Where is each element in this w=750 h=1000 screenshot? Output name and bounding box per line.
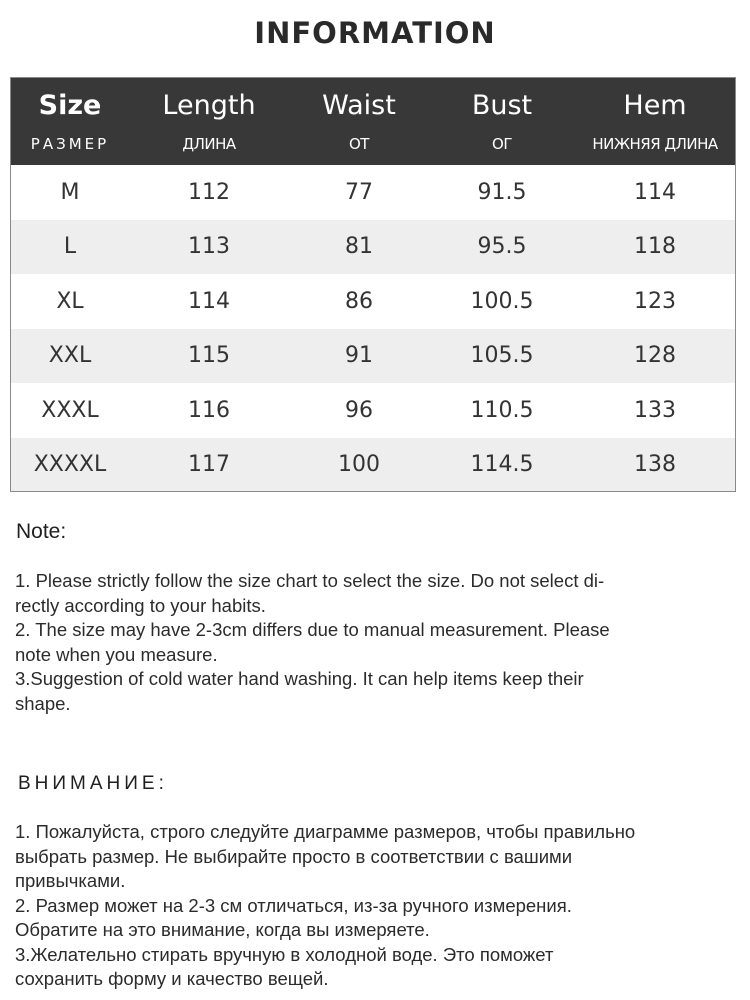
header-label: Waist — [322, 90, 396, 121]
cell-waist: 81 — [345, 234, 373, 260]
header-size — [11, 78, 129, 165]
cell-waist: 86 — [345, 288, 373, 314]
table-row — [11, 165, 735, 220]
cell-waist: 100 — [338, 452, 380, 478]
table-row — [11, 274, 735, 329]
cell-hem: 114 — [634, 179, 676, 205]
cell-hem: 128 — [634, 343, 676, 369]
header-label: Bust — [471, 90, 533, 121]
note-heading-ru: ВНИМАНИЕ: — [18, 773, 168, 794]
cell-bust: 110.5 — [470, 397, 534, 423]
cell-bust: 95.5 — [477, 234, 527, 260]
cell-hem: 123 — [634, 288, 676, 314]
header-label: Size — [38, 90, 102, 121]
cell-bust: 100.5 — [470, 288, 534, 314]
cell-length: 116 — [188, 397, 230, 423]
header-label: Hem — [623, 90, 687, 121]
header-sublabel: ОТ — [349, 135, 369, 153]
header-label: Length — [162, 90, 256, 121]
cell-length: 117 — [188, 452, 230, 478]
cell-size: XXL — [48, 343, 92, 369]
cell-length: 113 — [188, 234, 230, 260]
cell-bust: 105.5 — [470, 343, 534, 369]
cell-size: XXXL — [41, 397, 99, 423]
header-sublabel: РАЗМЕР — [30, 135, 110, 153]
table-row — [11, 329, 735, 384]
header-hem — [575, 78, 735, 165]
note-heading: Note: — [16, 520, 67, 543]
cell-length: 114 — [188, 288, 230, 314]
cell-hem: 118 — [634, 234, 676, 260]
cell-length: 112 — [188, 179, 230, 205]
header-sublabel: ДЛИНА — [182, 135, 236, 153]
cell-size: XL — [56, 288, 84, 314]
header-bust — [429, 78, 575, 165]
cell-size: XXXXL — [33, 452, 107, 478]
cell-bust: 114.5 — [470, 452, 534, 478]
table-row — [11, 383, 735, 438]
header-waist — [289, 78, 429, 165]
table-row — [11, 220, 735, 275]
cell-waist: 96 — [345, 397, 373, 423]
cell-hem: 133 — [634, 397, 676, 423]
cell-waist: 91 — [345, 343, 373, 369]
header-sublabel: НИЖНЯЯ ДЛИНА — [592, 135, 718, 153]
page-title: INFORMATION — [254, 16, 496, 50]
size-chart-table — [10, 77, 736, 492]
cell-hem: 138 — [634, 452, 676, 478]
cell-size: L — [63, 234, 77, 260]
cell-bust: 91.5 — [477, 179, 527, 205]
table-row — [11, 438, 735, 493]
cell-length: 115 — [188, 343, 230, 369]
cell-waist: 77 — [345, 179, 373, 205]
header-length — [129, 78, 289, 165]
table-header — [11, 78, 735, 165]
header-sublabel: ОГ — [492, 135, 512, 153]
cell-size: M — [60, 179, 80, 205]
note-text-ru: 1. Пожалуйста, строго следуйте диаграмме размеров, чтобы правильно выбрать размер. Не выбирайте просто в соответствии с вашими привычками. 2. Размер может на 2-3 см отличаться, из-за ручного измерения. Обратите на это внимание, когда вы измеряете. 3.Желательно стирать вручную в холодной воде. Это поможет сохранить форму и качество вещей. — [15, 821, 636, 989]
note-text: 1. Please strictly follow the size chart to select the size. Do not select di- rectly according to your habits. 2. The size may have 2-3cm differs due to manual measurement. Please note when you measure. 3.Suggestion of cold water hand washing. It can help items keep their shape. — [15, 570, 610, 714]
